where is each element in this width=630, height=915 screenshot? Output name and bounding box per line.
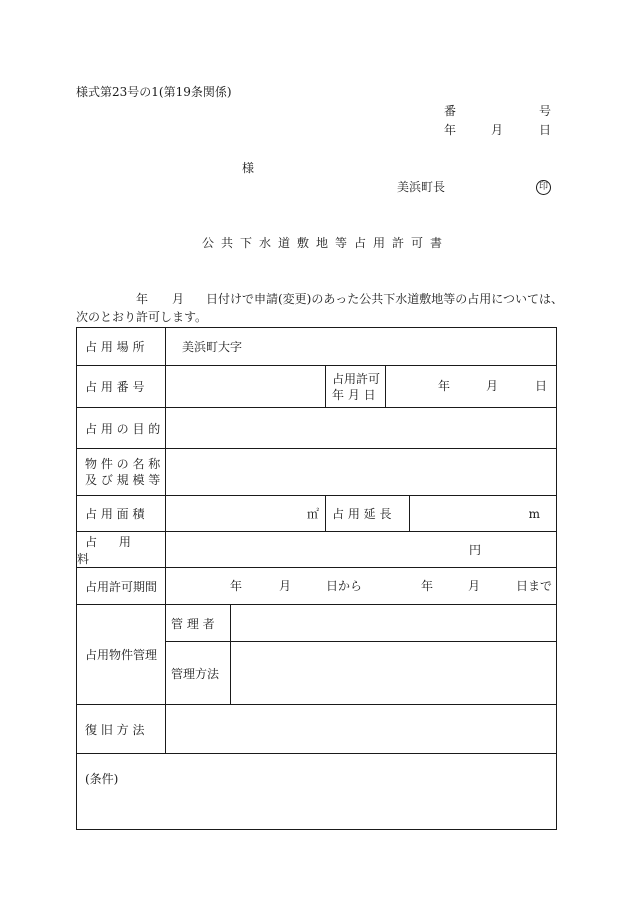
intro-text-line1: 日付けで申請(変更)のあった公共下水道敷地等の占用については、 [206, 292, 564, 306]
length-unit: m [528, 507, 541, 521]
permit-table [76, 327, 557, 830]
permit-date-label-2: 年 月 日 [332, 387, 376, 402]
row-fee [77, 532, 557, 568]
period-value-cell[interactable] [166, 568, 557, 605]
method-label-cell [166, 642, 231, 705]
location-label: 占 用 場 所 [85, 340, 145, 354]
permit-date-label-cell [326, 366, 386, 408]
manager-label: 管 理 者 [171, 616, 215, 631]
restore-label-cell [77, 705, 166, 754]
row-item [77, 449, 557, 496]
manager-value-cell[interactable] [231, 605, 557, 642]
fee-unit: 円 [469, 543, 482, 557]
intro-month: 月 [172, 292, 185, 306]
number-label-cell [77, 366, 166, 408]
date-day: 日 [539, 123, 552, 137]
area-value-cell[interactable] [166, 496, 326, 532]
conditions-label: (条件) [85, 772, 119, 786]
number-suffix: 号 [539, 104, 552, 118]
length-label: 占 用 延 長 [332, 507, 392, 521]
date-year: 年 [444, 123, 457, 137]
period-label: 占用許可期間 [85, 579, 158, 594]
period-from-day: 日から [326, 579, 363, 593]
item-label-cell [77, 449, 166, 496]
intro-year: 年 [136, 292, 149, 306]
area-label: 占 用 面 積 [85, 507, 145, 521]
issuer: 美浜町長 [397, 180, 446, 194]
row-location [77, 328, 557, 366]
length-value-cell[interactable] [410, 496, 557, 532]
restore-label: 復 旧 方 法 [85, 722, 145, 737]
period-to-year: 年 [421, 579, 434, 593]
length-label-cell [326, 496, 410, 532]
restore-value-cell[interactable] [166, 705, 557, 754]
row-number [77, 366, 557, 408]
seal-icon: 印 [536, 180, 551, 195]
management-label: 占用物件管理 [85, 648, 158, 662]
row-manager [77, 605, 557, 642]
period-label-cell [77, 568, 166, 605]
item-label-1: 物 件 の 名 称 [85, 457, 161, 471]
period-from-year: 年 [230, 579, 243, 593]
permit-year: 年 [438, 379, 451, 393]
area-label-cell [77, 496, 166, 532]
row-area [77, 496, 557, 532]
item-label-2: 及 び 規 模 等 [85, 473, 161, 487]
period-to-month: 月 [468, 579, 481, 593]
number-label: 番 [444, 104, 457, 118]
document-title: 公共下水道敷地等占用許可書 [202, 236, 450, 250]
permit-date-label-1: 占用許可 [332, 371, 381, 386]
area-unit: ㎡ [306, 507, 319, 521]
addressee-suffix: 様 [242, 161, 255, 175]
fee-label: 占 用 料 [77, 534, 140, 566]
location-label-cell [77, 328, 166, 366]
row-conditions [77, 754, 557, 830]
fee-label-cell [77, 532, 166, 568]
row-restore [77, 705, 557, 754]
location-value: 美浜町大字 [182, 340, 243, 354]
row-period [77, 568, 557, 605]
intro-text-line2: 次のとおり許可します。 [76, 310, 208, 324]
purpose-label-cell [77, 408, 166, 449]
purpose-value-cell[interactable] [166, 408, 557, 449]
period-to-day: 日まで [516, 579, 553, 593]
period-from-month: 月 [279, 579, 292, 593]
row-purpose [77, 408, 557, 449]
conditions-cell[interactable] [77, 754, 557, 830]
manager-label-cell [166, 605, 231, 642]
date-month: 月 [491, 123, 504, 137]
number-label: 占 用 番 号 [85, 380, 145, 394]
fee-value-cell[interactable] [166, 532, 557, 568]
location-value-cell[interactable] [166, 328, 557, 366]
number-value-cell[interactable] [166, 366, 326, 408]
item-value-cell[interactable] [166, 449, 557, 496]
seal-mark [536, 179, 551, 195]
purpose-label: 占 用 の 目 的 [85, 421, 161, 436]
permit-date-value-cell[interactable] [386, 366, 557, 408]
form-number: 様式第23号の1(第19条関係) [76, 85, 232, 99]
method-value-cell[interactable] [231, 642, 557, 705]
permit-day: 日 [535, 379, 548, 393]
management-label-cell [77, 605, 166, 705]
permit-month: 月 [486, 379, 499, 393]
method-label: 管理方法 [171, 666, 220, 681]
